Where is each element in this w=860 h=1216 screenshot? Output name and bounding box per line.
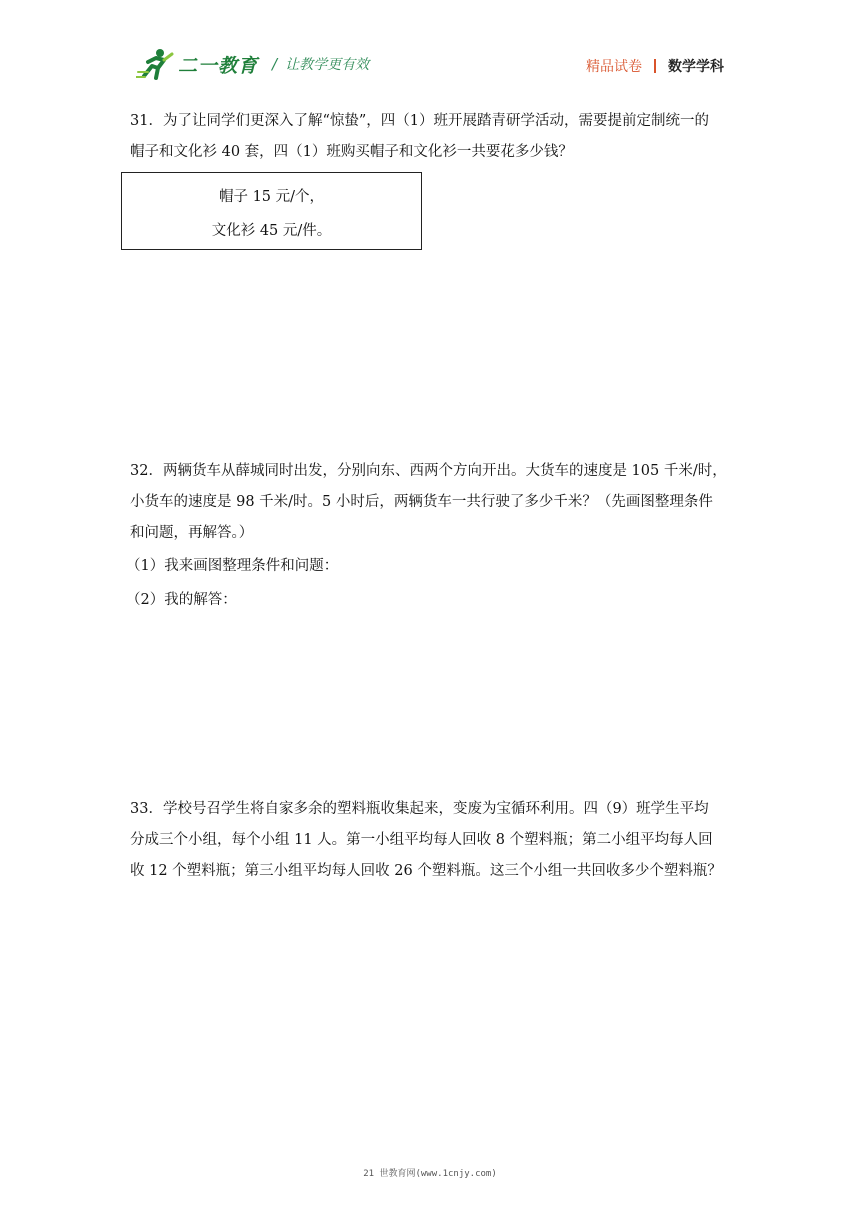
question-33 (130, 794, 730, 887)
slogan-separator: / (272, 55, 278, 73)
question-33-line: 分成三个小组，每个小组 11 人。第一小组平均每人回收 8 个塑料瓶；第二小组平均每人回 (130, 832, 713, 848)
tag-premium-paper: 精品试卷 (586, 59, 642, 75)
question-31-line: 帽子和文化衫 40 套，四（1）班购买帽子和文化衫一共要花多少钱？ (130, 144, 573, 160)
runner-logo-icon (136, 46, 176, 82)
header-tags (586, 56, 724, 76)
question-33-line: 收 12 个塑料瓶；第三小组平均每人回收 26 个塑料瓶。这三个小组一共回收多少个塑料瓶？ (130, 863, 722, 879)
question-31-price-box (121, 172, 422, 250)
price-hat: 帽子 15 元/个， (218, 189, 325, 205)
question-32-line: 32．两辆货车从薛城同时出发，分别向东、西两个方向开出。大货车的速度是 105 千米/时， (130, 463, 727, 479)
price-shirt: 文化衫 45 元/件。 (211, 223, 332, 239)
question-32-line: 小货车的速度是 98 千米/时。5 小时后，两辆货车一共行驶了多少千米？（先画图整理条件 (130, 494, 713, 510)
slogan: 让教学更有效 (285, 57, 370, 73)
question-31 (130, 106, 730, 168)
page-header (0, 0, 860, 100)
page-footer: 21 世教育网(www.1cnjy.com) (363, 1169, 497, 1179)
question-32 (126, 456, 730, 616)
logo-text: 二一教育 (178, 54, 259, 77)
question-31-line: 31．为了让同学们更深入了解“惊蛰”，四（1）班开展踏青研学活动，需要提前定制统一的 (130, 113, 709, 129)
tag-divider (654, 59, 656, 73)
question-32-sub2: （2）我的解答： (126, 592, 237, 608)
tag-subject: 数学学科 (668, 59, 724, 75)
logo (136, 46, 369, 82)
question-33-line: 33．学校号召学生将自家多余的塑料瓶收集起来，变废为宝循环利用。四（9）班学生平均 (130, 801, 709, 817)
question-32-sub1: （1）我来画图整理条件和问题： (126, 558, 339, 574)
question-32-line: 和问题，再解答。） (130, 525, 254, 541)
